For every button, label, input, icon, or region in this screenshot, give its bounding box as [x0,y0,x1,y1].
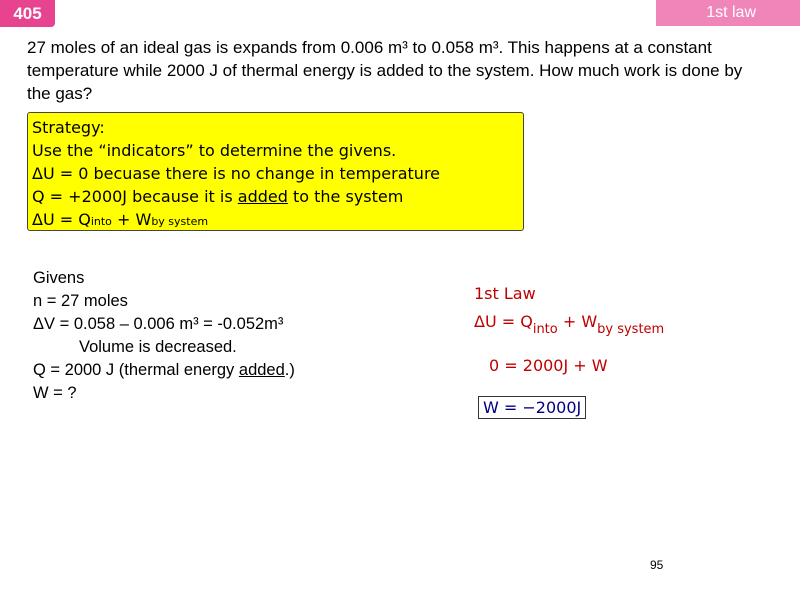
strategy-text: Q = +2000J because it is [32,187,238,206]
answer-box: W = −2000J [478,396,586,419]
added-underlined: added [237,187,288,206]
given-moles: n = 27 moles [33,292,128,310]
first-law-equation [32,208,523,233]
strategy-heading: Strategy: [32,118,105,137]
added-underlined: added [238,361,285,379]
given-volume-change: ΔV = 0.058 – 0.006 m³ = -0.052m³ [33,315,284,333]
strategy-line: Use the “indicators” to determine the givens. [32,141,397,160]
equation-part: + W [557,312,598,331]
given-text: Q = 2000 J (thermal energy [33,361,239,379]
equation-part: + W [111,210,152,229]
subscript-by-system: by system [597,322,665,337]
given-text: .) [284,361,295,379]
equation-part: ΔU = Q [474,312,533,331]
strategy-box [27,112,524,231]
topic-tab: 1st law [656,0,800,26]
solution-equation-1 [474,312,665,337]
subscript-by-system: by system [151,215,209,228]
solution-title: 1st Law [474,284,536,303]
given-work-unknown: W = ? [33,384,77,402]
subscript-into: into [532,322,558,337]
equation-part: ΔU = Q [32,210,91,229]
givens-title: Givens [33,269,85,287]
given-volume-note: Volume is decreased. [79,338,237,356]
slide-number-badge: 405 [0,0,55,27]
strategy-text: to the system [287,187,404,206]
problem-statement: 27 moles of an ideal gas is expands from 0.006 m³ to 0.058 m³. This happens at a constant temperature while 2000 J of thermal energy is added to the system. How much work is done by the gas? [27,38,743,103]
given-heat [33,359,363,382]
page-number: 95 [650,558,664,572]
strategy-line: ΔU = 0 becuase there is no change in temperature [32,164,441,183]
strategy-line [32,185,523,208]
subscript-into: into [90,215,112,228]
givens-list [33,267,363,405]
solution-equation-2: 0 = 2000J + W [489,356,608,375]
